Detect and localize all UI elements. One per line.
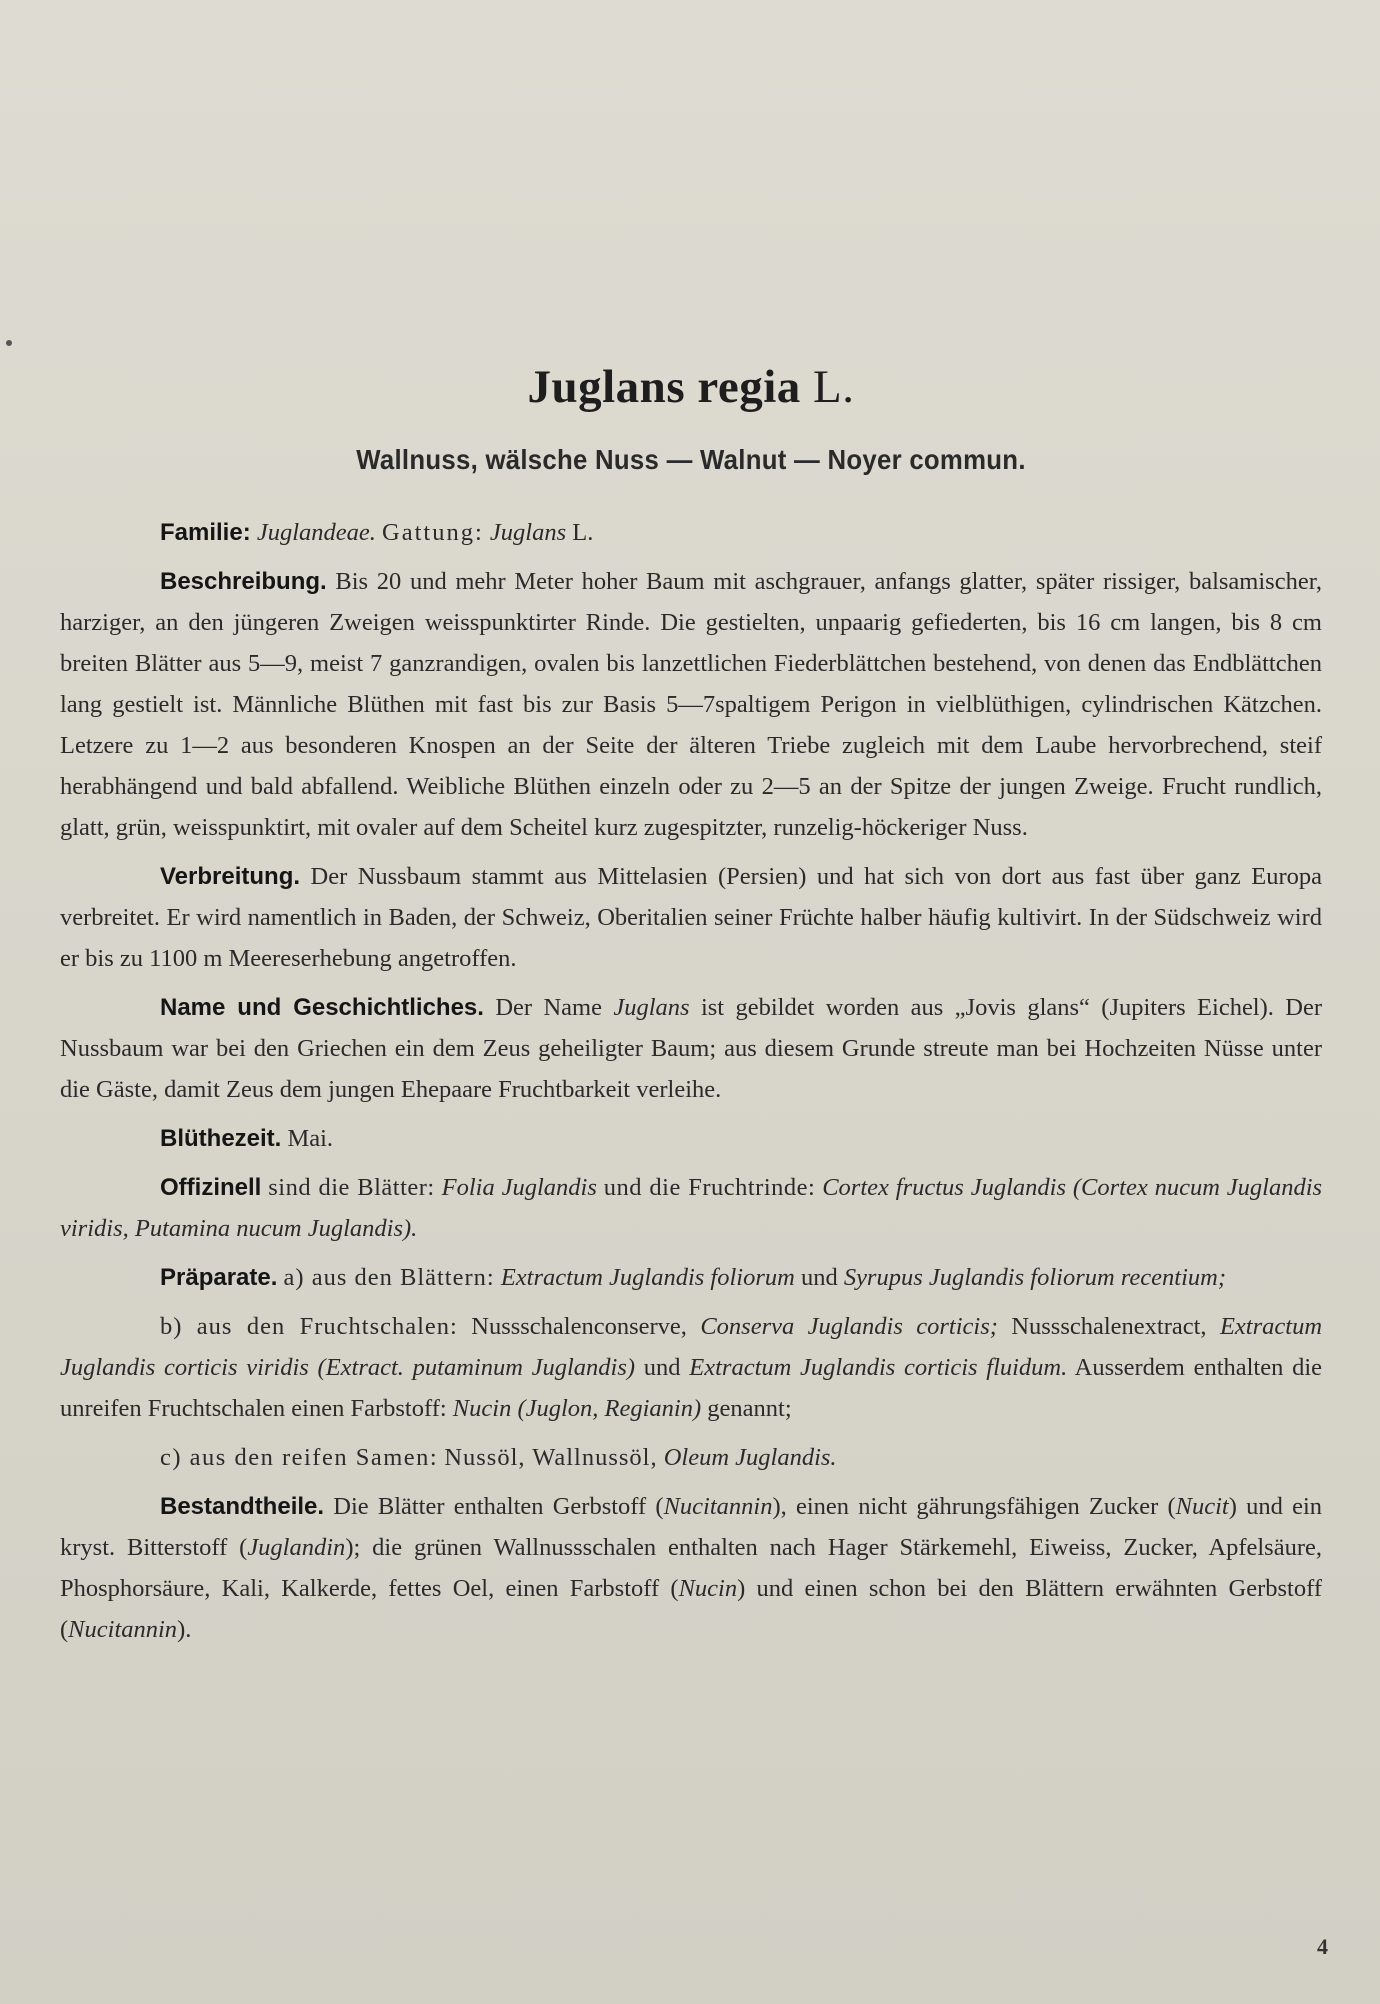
species-author: L.	[813, 361, 855, 413]
offizinell-heading: Offizinell	[160, 1174, 262, 1201]
bestandtheile-nucitannin-2: Nucitannin	[68, 1616, 178, 1643]
praeparate-b-text-4: genannt;	[707, 1395, 792, 1422]
bestandtheile-nucin: Nucin	[678, 1575, 738, 1602]
name-geschichte-juglans: Juglans	[613, 994, 690, 1021]
beschreibung-text: Bis 20 und mehr Meter hoher Baum mit aschgrauer, anfangs glatter, später rissiger, balsamischer, harziger, an den jüngeren Zweigen weisspunktirter Rinde. Die gestielten, unpaarig gefiederten, bis 16 cm langen, bis 8 cm breiten Blätter aus 5—9, meist 7 ganzrandigen, ovalen bis lanzettlichen Fiederblättchen bestehend, von denen das Endblättchen lang gestielt ist. Männliche Blüthen mit fast bis zur Basis 5—7spaltigem Perigon in vielblüthigen, cylindrischen Kätzchen. Letzere zu 1—2 aus besonderen Knospen an der Seite der älteren Triebe zugleich mit dem Laube hervorbrechend, steif herabhängend und bald abfallend. Weibliche Blüthen einzeln oder zu 2—5 an der Spitze der jungen Zweige. Frucht rundlich, glatt, grün, weisspunktirt, mit ovaler auf dem Scheitel kurz zugespitzter, runzelig-höckeriger Nuss.	[60, 568, 1322, 841]
praeparate-b-label: b) aus den Fruchtschalen:	[160, 1313, 458, 1340]
familie-value: Juglandeae.	[256, 519, 376, 546]
praeparate-c-label: c) aus den reifen Samen:	[160, 1444, 439, 1471]
offizinell-cortex: Cortex fructus Juglandis (Cortex nucum Juglandis viridis, Putamina nucum Juglandis).	[60, 1174, 1323, 1242]
name-geschichte-text-2: ist gebildet worden aus „Jovis glans“ (Jupiters Eichel). Der Nussbaum war bei den Griechen ein dem Zeus geheiligter Baum; aus diesem Grunde streute man bei Hochzeiten Nüsse unter die Gäste, damit Zeus dem jungen Ehepaare Fruchtbarkeit verleihe.	[60, 994, 1323, 1103]
name-geschichte-paragraph	[60, 987, 1322, 1110]
bestandtheile-text-1: Die Blätter enthalten Gerbstoff (	[333, 1493, 664, 1520]
bestandtheile-nucitannin-1: Nucitannin	[663, 1493, 773, 1520]
praeparate-b-extract: Extractum Juglandis corticis viridis (Extract. putaminum Juglandis)	[60, 1313, 1323, 1381]
common-names: Wallnuss, wälsche Nuss — Walnut — Noyer commun.	[356, 444, 1026, 475]
familie-paragraph	[60, 512, 1322, 553]
beschreibung-heading: Beschreibung.	[160, 568, 327, 595]
verbreitung-paragraph	[60, 856, 1322, 979]
bestandtheile-juglandin: Juglandin	[247, 1534, 346, 1561]
praeparate-a-und: und	[800, 1264, 838, 1291]
praeparate-b-text-3: Ausserdem enthalten die unreifen Fruchtschalen einen Farbstoff:	[60, 1354, 1323, 1422]
praeparate-c-text-1: Nussöl, Wallnussöl,	[444, 1444, 658, 1471]
praeparate-a-label: a) aus den Blättern:	[283, 1264, 495, 1291]
praeparate-heading: Präparate.	[160, 1264, 278, 1291]
name-geschichte-heading: Name und Geschichtliches.	[160, 994, 484, 1021]
gattung-value: Juglans	[489, 519, 567, 546]
praeparate-c-oleum: Oleum Juglandis.	[663, 1444, 837, 1471]
praeparate-b-paragraph	[60, 1306, 1322, 1429]
page-title	[60, 360, 1322, 414]
praeparate-b-text-1: Nussschalenconserve,	[471, 1313, 687, 1340]
bestandtheile-text-6: ).	[177, 1616, 192, 1643]
praeparate-b-nucin: Nucin (Juglon, Regianin)	[452, 1395, 702, 1422]
verbreitung-text: Der Nussbaum stammt aus Mittelasien (Persien) und hat sich von dort aus fast über ganz Europa verbreitet. Er wird namentlich in Baden, der Schweiz, Oberitalien seiner Früchte halber häufig kultivirt. In der Südschweiz wird er bis zu 1100 m Meereserhebung angetroffen.	[60, 863, 1323, 972]
offizinell-text-1: sind die Blätter:	[268, 1174, 435, 1201]
praeparate-a-syrupus: Syrupus Juglandis foliorum recentium;	[843, 1264, 1227, 1291]
bestandtheile-paragraph	[60, 1486, 1322, 1650]
bluethezeit-paragraph	[60, 1118, 1322, 1159]
bestandtheile-text-3: ) und ein kryst. Bitterstoff (	[60, 1493, 1323, 1561]
bestandtheile-text-5: ) und einen schon bei den Blättern erwähnten Gerbstoff (	[60, 1575, 1322, 1643]
praeparate-b-und: und	[643, 1354, 681, 1381]
praeparate-b-conserva: Conserva Juglandis corticis;	[700, 1313, 998, 1340]
gattung-author: L.	[572, 519, 594, 546]
offizinell-paragraph	[60, 1167, 1322, 1249]
species-name: Juglans regia	[527, 361, 801, 413]
verbreitung-heading: Verbreitung.	[160, 863, 301, 890]
offizinell-text-2: und die Fruchtrinde:	[603, 1174, 816, 1201]
praeparate-a-paragraph	[60, 1257, 1322, 1298]
article	[60, 360, 1322, 1658]
page-number: 4	[1317, 1934, 1328, 1959]
offizinell-folia: Folia Juglandis	[441, 1174, 597, 1201]
bestandtheile-nucit: Nucit	[1175, 1493, 1229, 1520]
familie-label: Familie:	[160, 519, 251, 546]
beschreibung-paragraph	[60, 561, 1322, 848]
name-geschichte-text-1: Der Name	[495, 994, 602, 1021]
praeparate-a-extract: Extractum Juglandis foliorum	[500, 1264, 795, 1291]
bleed-through-text	[60, 0, 1350, 200]
bluethezeit-text: Mai.	[287, 1125, 334, 1152]
bestandtheile-text-2: ), einen nicht gährungsfähigen Zucker (	[772, 1493, 1176, 1520]
praeparate-c-paragraph	[60, 1437, 1322, 1478]
bluethezeit-heading: Blüthezeit.	[160, 1125, 282, 1152]
bestandtheile-text-4: ); die grünen Wallnussschalen enthalten nach Hager Stärkemehl, Eiweiss, Zucker, Apfelsäure, Phosphorsäure, Kali, Kalkerde, fettes Oel, einen Farbstoff (	[60, 1534, 1322, 1602]
bestandtheile-heading: Bestandtheile.	[160, 1493, 325, 1520]
praeparate-b-fluid: Extractum Juglandis corticis fluidum.	[689, 1354, 1068, 1381]
gattung-label: Gattung:	[382, 519, 484, 546]
praeparate-b-text-2: Nussschalenextract,	[1011, 1313, 1207, 1340]
ink-speck	[6, 340, 12, 346]
